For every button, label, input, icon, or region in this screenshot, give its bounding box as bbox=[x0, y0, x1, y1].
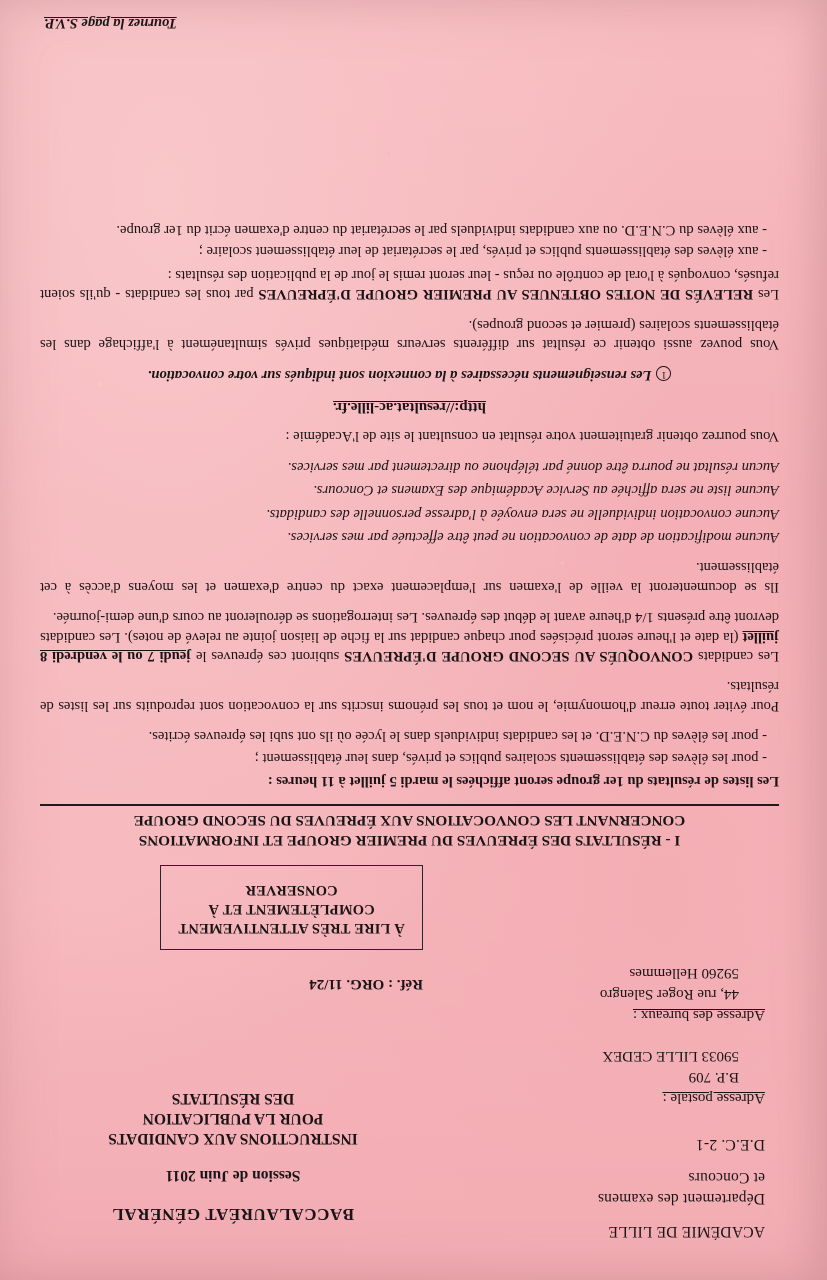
office-address-block bbox=[435, 962, 765, 1025]
connection-info-note bbox=[40, 365, 779, 384]
doc-title-line-1: INSTRUCTIONS AUX CANDIDATS bbox=[108, 1130, 358, 1147]
doc-title-line-2: POUR LA PUBLICATION bbox=[142, 1110, 324, 1127]
dash-item-cned: - pour les élèves du C.N.E.D. et les candidats individuels dans le lycée où ils ont subi les épreuves écrites. bbox=[148, 728, 767, 745]
paragraph-website-intro: Vous pourrez obtenir gratuitement votre résultat en consultant le site de l'Académie : bbox=[285, 428, 779, 445]
italic-no-date-change: Aucune modification de date de convocation ne peut être effectuée par mes services. bbox=[287, 528, 779, 545]
section-1-title-line-1: I - RÉSULTATS DES ÉPREUVES DU PREMIER GROUPE ET INFORMATIONS bbox=[138, 832, 681, 849]
office-address-line-1: 44, rue Roger Salengro bbox=[599, 986, 739, 1002]
section-1-title-line-2: CONCERNANT LES CONVOCATIONS AUX ÉPREUVES DU SECOND GROUPE bbox=[133, 812, 686, 829]
italic-no-phone-results: Aucun résultat ne pourra être donné par téléphone ou directement par mes services. bbox=[287, 458, 779, 475]
second-group-text-2: subiront ces épreuves le bbox=[191, 647, 345, 664]
dec-code: D.E.C. 2-1 bbox=[695, 1136, 765, 1153]
postal-address-line-2: 59033 LILLE CEDEX bbox=[602, 1048, 739, 1064]
postal-address-label: Adresse postale : bbox=[662, 1090, 765, 1106]
grade-reports-text-2: par tous les candidats - qu'ils soient refusés, convoqués à l'oral de contrôle ou reçus - leur seront remis le jour de la publication des résultats : bbox=[40, 266, 779, 303]
paragraph-second-group bbox=[40, 607, 779, 665]
footnote-marker-icon: 1 bbox=[656, 367, 671, 382]
paragraph-results-date: Les listes de résultats du 1er groupe seront affichées le mardi 5 juillet à 11 heures : bbox=[267, 773, 779, 789]
institution-name: ACADÉMIE DE LILLE bbox=[608, 1223, 765, 1240]
session-label: Session de Juin 2011 bbox=[165, 1167, 301, 1184]
turn-page-notice: Tournez la page S.V.P. bbox=[44, 15, 177, 31]
second-group-text-1: Les candidats bbox=[693, 647, 779, 664]
italic-no-individual-convocation: Aucune convocation individuelle ne sera envoyée à l'adresse personnelle des candidats. bbox=[266, 505, 779, 522]
italic-no-list-posted: Aucune liste ne sera affichée au Service Académique des Examens et Concours. bbox=[313, 482, 779, 499]
italic-restrictions-block bbox=[40, 456, 779, 546]
header-left-block bbox=[435, 962, 765, 1242]
department-line-2: et Concours bbox=[688, 1169, 765, 1186]
paragraph-private-servers: Vous pouvez aussi obtenir ce résultat sur différents serveurs médiatiques privés simultanément à l'affichage dans les établissements scolaires (premier et second groupes). bbox=[40, 316, 779, 353]
exam-title-block bbox=[43, 1088, 423, 1224]
dash-item-establishments: - aux élèves des établissements publics et privés, par le secrétariat de leur établissement scolaire ; bbox=[198, 243, 767, 260]
paragraph-location-info: Ils se documenteront la veille de l'examen sur l'emplacement exact du centre d'examen et les moyens d'accès à cet établissement. bbox=[40, 559, 779, 595]
dash-item-public-private: - pour les élèves des établissements scolaires publics et privés, dans leur établissement ; bbox=[254, 749, 767, 766]
reference-number: Réf. : ORG. 11/24 bbox=[309, 976, 423, 992]
department-line-1: Département des examens bbox=[597, 1190, 765, 1207]
document-body bbox=[40, 218, 779, 850]
paragraph-homonymy: Pour éviter toute erreur d'homonymie, le nom et tous les prénoms inscrits sur la convocation sont reproduits sur les listes de résultats. bbox=[40, 678, 779, 714]
postal-address-line-1: B.P. 709 bbox=[688, 1069, 739, 1085]
connection-info-text: Les renseignements nécessaires à la connexion sont indiqués sur votre convocation. bbox=[147, 367, 652, 384]
doc-title-line-3: DES RÉSULTATS bbox=[171, 1090, 295, 1107]
header-right-block bbox=[43, 1088, 423, 1242]
exam-title: BACCALAURÉAT GÉNÉRAL bbox=[111, 1205, 355, 1224]
second-group-text-3: (la date et l'heure seront précisées pour chaque candidat sur la fiche de liaison jointe au relevé de notes). Les candidats devront être présents 1/4 d'heure avant le début des épreuves. Les interrogations se dérouleront au cours d'une demi-journée. bbox=[40, 609, 779, 645]
results-website-url[interactable]: http://resultat.ac-lille.fr. bbox=[333, 398, 486, 415]
section-1-title bbox=[40, 804, 779, 850]
postal-address-block bbox=[435, 1045, 765, 1108]
notice-box bbox=[160, 865, 423, 950]
office-address-label: Adresse des bureaux : bbox=[632, 1007, 765, 1023]
dash-item-cned-individual: - aux élèves du C.N.E.D. ou aux candidats individuels par le secrétariat du centre d'examen écrit du 1er groupe. bbox=[116, 222, 767, 239]
notice-line-3: CONSERVER bbox=[245, 882, 338, 898]
second-group-bold-dates: jeudi 7 ou le vendredi 8 juillet bbox=[39, 628, 779, 664]
office-address-line-2: 59260 Hellemmes bbox=[629, 965, 739, 981]
paragraph-grade-reports bbox=[40, 264, 779, 303]
notice-line-2: COMPLÈTEMENT ET À bbox=[208, 901, 375, 917]
notice-line-1: À LIRE TRÈS ATTENTIVEMENT bbox=[178, 920, 405, 936]
second-group-bold-1: CONVOQUÉS AU SECOND GROUPE D'ÉPREUVES bbox=[344, 647, 694, 664]
grade-reports-bold: RELEVÉS DE NOTES OBTENUES AU PREMIER GROUPE D'ÉPREUVES bbox=[258, 286, 754, 303]
grade-reports-text-1: Les bbox=[753, 286, 779, 303]
